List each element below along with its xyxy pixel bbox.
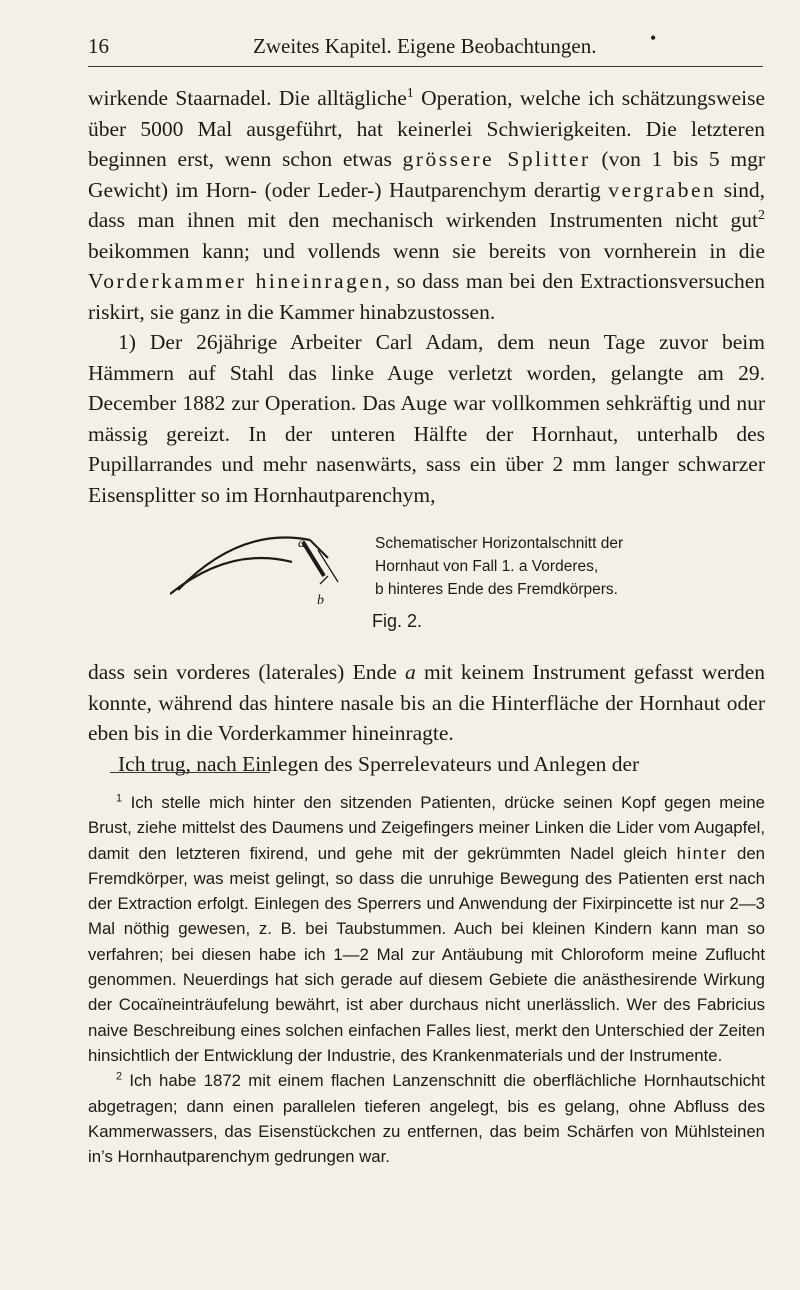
text-run: Operation, welche ich schätzungsweise über 5000 Mal ausgeführt, hat keinerlei Schwierigkeiten. Die letzteren beginnen erst, wenn schon etwas (88, 86, 765, 171)
emphasis-text: hinter (676, 843, 728, 863)
paragraph-4: Ich trug, nach Einlegen des Sperrelevateurs und Anlegen der (118, 751, 640, 776)
text-run: , so dass man bei den Extractionsversuchen riskirt, sie ganz in die Kammer hinabzustossen. (88, 269, 765, 324)
cornea-edge-line (318, 550, 338, 582)
text-run: den Fremdkörper, was meist gelingt, so dass die unruhige Bewegung des Patienten erst nach der Extraction erfolgt. Einlegen des Sperrers und Anwendung der Fixirpincette ist nur 2—3 Mal nöthig gewesen, z. B. bei Taubstummen. Auch bei kleinen Kindern kann man so verfahren; bei diesen habe ich 1—2 Mal zur Antäubung mit Chloroform meine Zuflucht genommen. Neuerdings hat sich gerade auf diesem Gebiete die anästhesirende Wirkung der Cocaïneinträufelung bewährt, ist aber durchaus nicht unerlässlich. Wer des Fabricius naive Beschreibung eines solchen einfachen Falles liest, merkt den Unterschied der Zeiten hinsichtlich der Entwicklung der Industrie, des Krankenmaterials und der Instrumente. (88, 843, 765, 1065)
mark-a: a (298, 536, 305, 551)
text-run: wirkende Staarnadel. Die alltägliche (88, 86, 407, 110)
footnote-number: 2 (116, 1070, 123, 1083)
caption-line: b hinteres Ende des Fremdkörpers. (375, 581, 618, 598)
emphasis-text: vergraben (608, 177, 717, 202)
footnote-ref-2: 2 (758, 207, 765, 223)
footnote-number: 1 (116, 792, 123, 805)
page-number: 16 (88, 34, 109, 58)
cornea-diagram (170, 532, 370, 612)
mark-b: b (317, 593, 324, 608)
text-run: sind, dass man ihnen mit den mechanisch wirkenden Instrumenten nicht gut (88, 177, 765, 232)
body-text-bottom (88, 657, 765, 779)
running-header (88, 28, 763, 64)
fremdkoerper-splinter (303, 542, 324, 576)
text-run: Ich stelle mich hinter den sitzenden Patienten, drücke seinen Kopf gegen meine Brust, ziehe mittelst des Daumens und Zeigefingers meiner Linken die Lider vom Augapfel, damit den letzteren fixirend, und gehe mit der gekrümmten Nadel gleich (88, 793, 765, 863)
text-run: mit keinem Instrument gefasst werden konnte, während das hintere nasale bis an die Hinterfläche der Hornhaut oder eben bis in die Vorderkammer hineinragte. (88, 660, 765, 745)
text-run: Ich habe 1872 mit einem flachen Lanzenschnitt die oberflächliche Hornhautschicht abgetragen; dann einen parallelen tieferen angelegt, bis es gelang, ohne Abfluss des Kammerwassers, das Eisenstückchen zu entfernen, das beim Schärfen von Mühlsteinen in’s Hornhautparenchym gedrungen war. (88, 1071, 765, 1167)
header-dot: • (650, 28, 657, 48)
paragraph-3 (88, 657, 765, 749)
footnotes (88, 790, 765, 1169)
paragraph-1 (88, 83, 765, 327)
caption-line: Hornhaut von Fall 1. a Vorderes, (375, 558, 599, 575)
italic-mark: a (404, 660, 416, 684)
header-rule (88, 66, 763, 67)
footnote-1 (88, 790, 765, 1068)
body-text-top (88, 83, 765, 510)
paragraph-2: 1) Der 26jährige Arbeiter Carl Adam, dem neun Tage zuvor beim Hämmern auf Stahl das linke Auge verletzt worden, gelangte am 29. December 1882 zur Operation. Das Auge war vollkommen sehkräftig und nur mässig gereizt. In der unteren Hälfte der Hornhaut, unterhalb des Pupillarrandes und mehr nasenwärts, sass ein über 2 mm langer schwarzer Eisensplitter so im Hornhautparenchym, (88, 330, 765, 507)
text-run: (von 1 bis 5 mgr Gewicht) im Horn- (oder Leder-) Hautparenchym derartig (88, 147, 765, 202)
text-run: dass sein vorderes (laterales) Ende (88, 660, 405, 684)
cornea-outer-curve (178, 537, 310, 590)
caption-line: Schematischer Horizontalschnitt der (375, 535, 624, 552)
emphasis-text: grössere Splitter (402, 147, 591, 171)
figure-caption (375, 532, 775, 601)
marker-b-line (320, 576, 328, 584)
footnote-rule (110, 772, 270, 773)
running-title: Zweites Kapitel. Eigene Beobachtungen. (253, 34, 597, 58)
emphasis-text: Vorderkammer hineinragen (88, 269, 385, 293)
text-run: beikommen kann; und vollends wenn sie bereits von vornherein in die (88, 238, 765, 263)
figure-label: Fig. 2. (372, 611, 423, 631)
cornea-inner-curve (170, 558, 292, 594)
footnote-ref-1: 1 (406, 85, 414, 101)
footnote-2 (88, 1068, 765, 1169)
